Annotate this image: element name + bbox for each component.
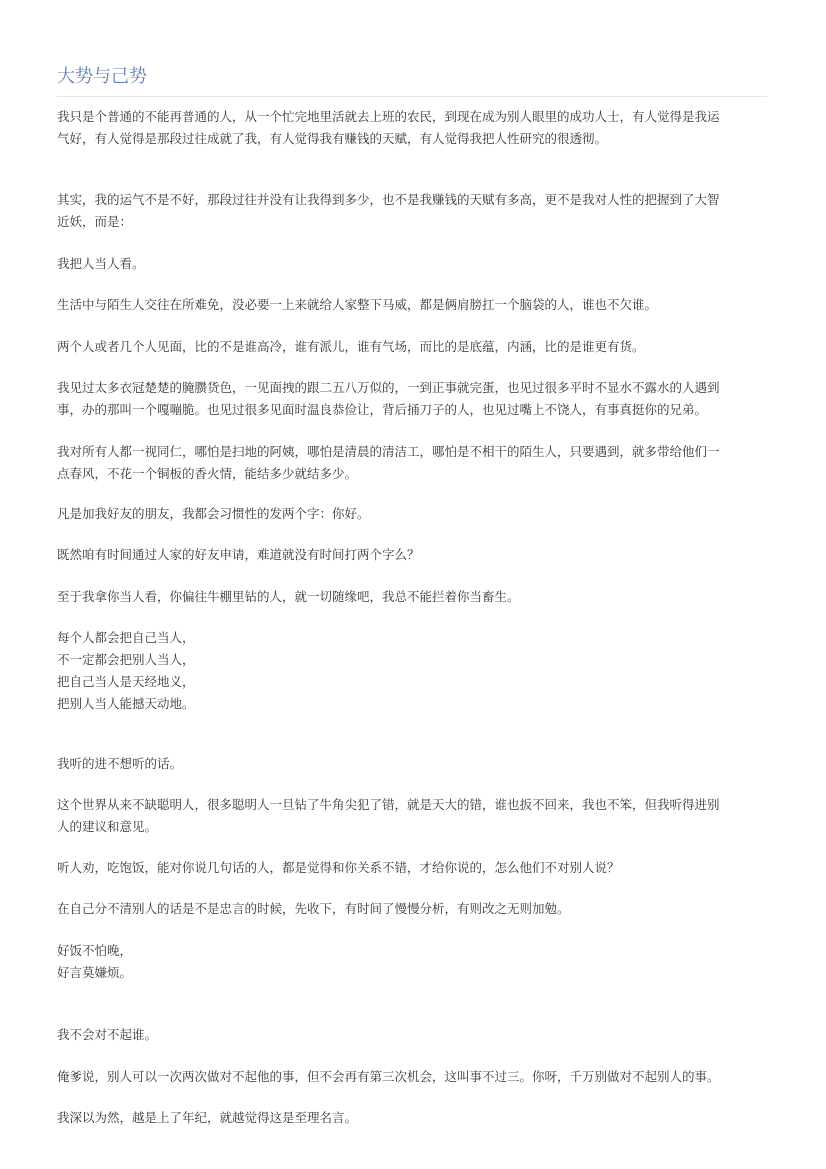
paragraph-line: 我不会对不起谁。 bbox=[57, 1027, 158, 1042]
paragraph-line: 人的建议和意见。 bbox=[57, 819, 158, 834]
paragraph-line: 近妖，而是： bbox=[57, 214, 133, 229]
paragraph-line: 气好，有人觉得是那段过往成就了我，有人觉得我有赚钱的天赋，有人觉得我把人性研究的很透彻。 bbox=[57, 131, 608, 146]
paragraph-line: 好饭不怕晚， bbox=[57, 943, 133, 958]
paragraph bbox=[57, 586, 767, 608]
article-title: 大势与己势 bbox=[57, 66, 147, 87]
paragraph bbox=[57, 336, 767, 358]
paragraph-line: 这个世界从来不缺聪明人，很多聪明人一旦钻了牛角尖犯了错，就是天大的错，谁也扳不回来，我也不笨，但我听得进别 bbox=[57, 797, 720, 812]
paragraph bbox=[57, 898, 767, 920]
paragraph-line: 不一定都会把别人当人， bbox=[57, 652, 195, 667]
paragraph-line: 其实，我的运气不是不好，那段过往并没有让我得到多少，也不是我赚钱的天赋有多高，更不是我对人性的把握到了大智 bbox=[57, 192, 720, 207]
paragraph-line: 好言莫嫌烦。 bbox=[57, 965, 133, 980]
paragraph bbox=[57, 377, 767, 421]
paragraph bbox=[57, 1066, 767, 1088]
title-divider bbox=[57, 96, 767, 97]
paragraph bbox=[57, 794, 767, 838]
paragraph bbox=[57, 106, 767, 150]
paragraph bbox=[57, 940, 767, 984]
paragraph-line: 我把人当人看。 bbox=[57, 256, 145, 271]
paragraph-line: 每个人都会把自己当人， bbox=[57, 630, 195, 645]
paragraph-line: 凡是加我好友的朋友，我都会习惯性的发两个字：你好。 bbox=[57, 506, 370, 521]
paragraph bbox=[57, 253, 767, 275]
paragraph bbox=[57, 753, 767, 775]
paragraph-line: 点春风，不花一个铜板的香火情，能结多少就结多少。 bbox=[57, 466, 358, 481]
paragraph-line: 在自己分不清别人的话是不是忠言的时候，先收下，有时间了慢慢分析，有则改之无则加勉。 bbox=[57, 901, 570, 916]
paragraph bbox=[57, 503, 767, 525]
paragraph bbox=[57, 294, 767, 316]
paragraph-line: 听人劝，吃饱饭，能对你说几句话的人，都是觉得和你关系不错，才给你说的，怎么他们不对别人说？ bbox=[57, 860, 620, 875]
paragraph-line: 把别人当人能撼天动地。 bbox=[57, 696, 195, 711]
paragraph bbox=[57, 1024, 767, 1046]
paragraph bbox=[57, 857, 767, 879]
paragraph-line: 我对所有人都一视同仁，哪怕是扫地的阿姨，哪怕是清晨的清洁工，哪怕是不相干的陌生人，只要遇到，就多带给他们一 bbox=[57, 444, 720, 459]
paragraph-line: 两个人或者几个人见面，比的不是谁高冷，谁有派儿，谁有气场，而比的是底蕴，内涵，比的是谁更有货。 bbox=[57, 339, 645, 354]
paragraph-line: 俺爹说，别人可以一次两次做对不起他的事，但不会再有第三次机会，这叫事不过三。你呀，千万别做对不起别人的事。 bbox=[57, 1069, 720, 1084]
paragraph-line: 生活中与陌生人交往在所难免，没必要一上来就给人家整下马威，都是俩肩膀扛一个脑袋的人，谁也不欠谁。 bbox=[57, 297, 658, 312]
paragraph-line: 既然咱有时间通过人家的好友申请，难道就没有时间打两个字么？ bbox=[57, 547, 420, 562]
paragraph-line: 把自己当人是天经地义， bbox=[57, 674, 195, 689]
paragraph-line: 事，办的那叫一个嘎嘣脆。也见过很多见面时温良恭俭让，背后捅刀子的人，也见过嘴上不饶人，有事真挺你的兄弟。 bbox=[57, 402, 708, 417]
paragraph bbox=[57, 441, 767, 485]
paragraph-line: 我见过太多衣冠楚楚的腌臜货色，一见面拽的跟二五八万似的，一到正事就完蛋，也见过很多平时不显水不露水的人遇到 bbox=[57, 380, 720, 395]
paragraph bbox=[57, 189, 767, 233]
paragraph bbox=[57, 1107, 767, 1129]
paragraph-line: 我只是个普通的不能再普通的人，从一个忙完地里活就去上班的农民，到现在成为别人眼里的成功人士，有人觉得是我运 bbox=[57, 109, 720, 124]
paragraph bbox=[57, 627, 767, 715]
paragraph-line: 我听的进不想听的话。 bbox=[57, 756, 183, 771]
paragraph-line: 我深以为然，越是上了年纪，就越觉得这是至理名言。 bbox=[57, 1110, 358, 1125]
paragraph bbox=[57, 544, 767, 566]
paragraph-line: 至于我拿你当人看，你偏往牛棚里钻的人，就一切随缘吧，我总不能拦着你当畜生。 bbox=[57, 589, 520, 604]
